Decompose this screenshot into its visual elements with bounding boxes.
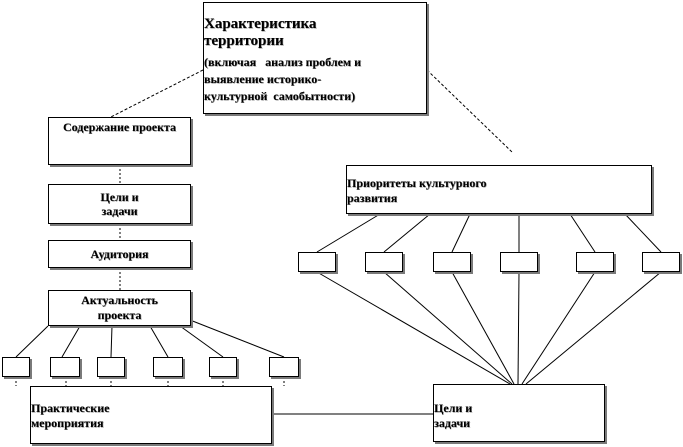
relevance-line1: Актуальность <box>81 293 158 307</box>
right-small-box <box>433 252 471 272</box>
right-small-box <box>576 252 614 272</box>
connector-pfan-3 <box>452 214 470 252</box>
connector-fan-3 <box>111 326 112 357</box>
connector-conv-1 <box>317 272 510 384</box>
project-content-box <box>48 117 191 165</box>
connector-conv-4 <box>518 272 519 384</box>
left-small-box <box>209 357 237 377</box>
connector-territory-priorities <box>427 70 512 152</box>
territory-title-line1: Характеристика <box>204 15 317 32</box>
left-small-box <box>269 357 299 377</box>
connector-fan-2 <box>62 326 80 357</box>
project-content-label: Содержание проекта <box>62 120 177 134</box>
connector-pfan-2 <box>384 214 430 252</box>
right-small-box <box>642 252 680 272</box>
territory-note-line1: (включая анализ проблем и <box>204 54 362 69</box>
territory-note-line2: выявление историко- <box>204 71 322 86</box>
cultural-priorities-box <box>346 165 652 214</box>
connector-fan-4 <box>150 326 168 357</box>
connector-conv-3 <box>452 272 514 384</box>
territory-note-line3: культурной самобытности) <box>204 88 356 103</box>
connector-conv-6 <box>526 272 661 384</box>
connector-pfan-5 <box>570 214 595 252</box>
practical-line1: Практические <box>31 401 110 415</box>
goals-left-line2: задачи <box>101 204 138 218</box>
territory-characteristic-box <box>203 2 427 114</box>
connector-fan-1 <box>16 326 48 357</box>
goals-left-line1: Цели и <box>100 190 139 204</box>
connector-territory-content <box>105 70 203 120</box>
relevance-box <box>48 290 191 326</box>
left-small-box <box>153 357 183 377</box>
practical-activities-box <box>30 386 272 444</box>
connector-fan-6 <box>190 320 284 357</box>
practical-line2: мероприятия <box>31 416 104 430</box>
connector-conv-5 <box>522 272 595 384</box>
goals-bottom-line2: задачи <box>434 416 471 430</box>
goals-tasks-box-left <box>48 184 191 224</box>
connector-pfan-1 <box>317 214 380 252</box>
goals-bottom-line1: Цели и <box>434 401 473 415</box>
goals-tasks-box-bottom <box>433 384 605 442</box>
right-small-box <box>500 252 538 272</box>
priorities-line2: развития <box>347 191 398 205</box>
right-small-box <box>365 252 403 272</box>
left-small-box <box>50 357 80 377</box>
relevance-line2: проекта <box>97 308 142 322</box>
territory-title-line2: территории <box>204 32 284 49</box>
audience-label: Аудитория <box>90 246 149 261</box>
connector-pfan-6 <box>625 214 661 252</box>
left-small-box <box>2 357 30 377</box>
priorities-line1: Приоритеты культурного <box>347 176 487 190</box>
right-small-box <box>298 252 336 272</box>
connector-conv-2 <box>384 272 512 384</box>
left-small-box <box>97 357 125 377</box>
audience-box <box>48 240 191 268</box>
